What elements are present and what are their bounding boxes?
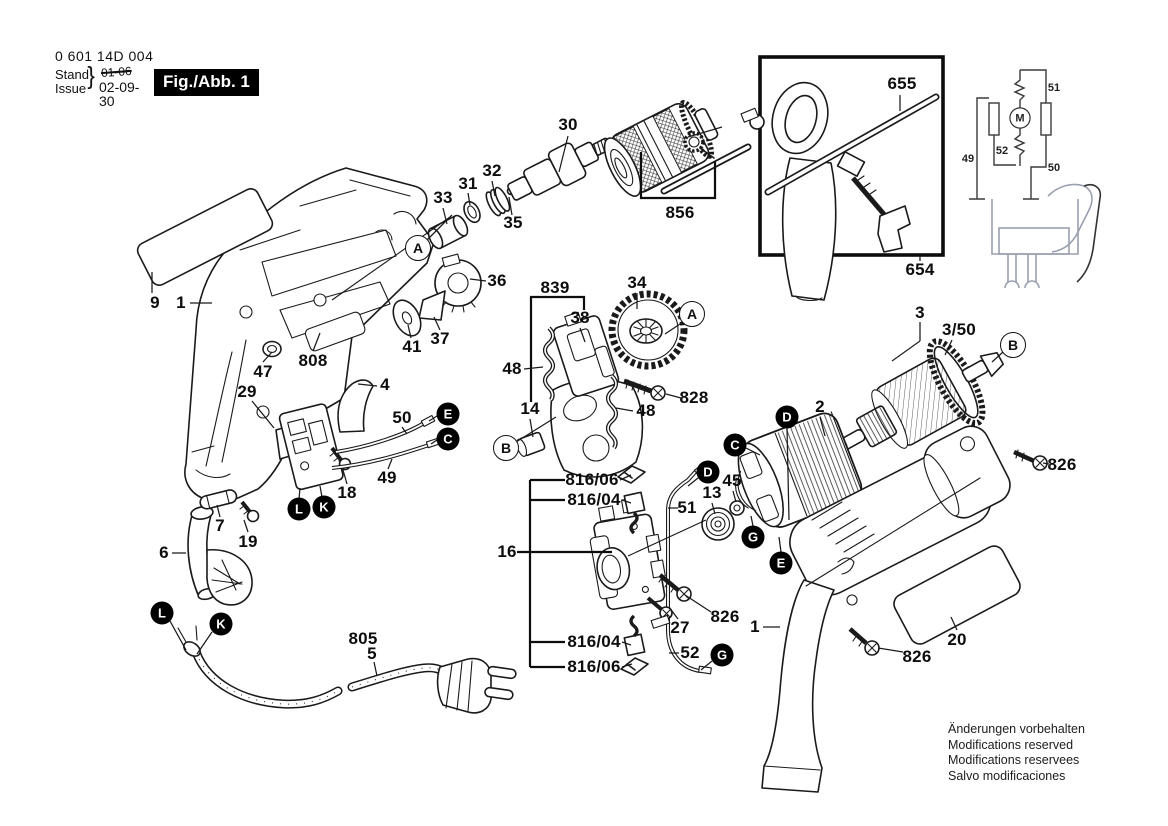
callout-16: 16	[497, 542, 517, 561]
screw-19	[240, 502, 259, 522]
callout-52: 52	[680, 643, 700, 662]
callout-30: 30	[558, 115, 578, 134]
callout-33: 33	[433, 188, 453, 207]
washer-45	[730, 501, 744, 515]
callout-51: 51	[1047, 82, 1061, 94]
callout-32: 32	[482, 161, 502, 180]
callout-50: 50	[392, 408, 412, 427]
label-plate-20	[890, 543, 1023, 648]
callout-51: 51	[677, 498, 697, 517]
callout-4: 4	[380, 375, 390, 394]
callout-49: 49	[961, 153, 975, 165]
callout-19: 19	[238, 532, 258, 551]
callout-g: G	[742, 526, 765, 549]
callout-l: L	[288, 498, 311, 521]
callout-839: 839	[540, 278, 570, 297]
issue-date: 02-09-30	[99, 79, 140, 109]
notice-line-es: Salvo modificaciones	[948, 768, 1066, 783]
callout-e: E	[437, 403, 460, 426]
callout-m: M	[1010, 108, 1031, 129]
callout-826: 826	[710, 607, 740, 626]
roller-14	[515, 432, 546, 458]
callout-18: 18	[337, 483, 357, 502]
callout-856: 856	[665, 203, 695, 222]
screw-826-top	[1014, 450, 1047, 470]
callout-31: 31	[458, 174, 478, 193]
callout-35: 35	[503, 213, 523, 232]
callout-1: 1	[750, 617, 760, 636]
modifications-notice	[948, 722, 1085, 784]
notice-line-de: Änderungen vorbehalten	[948, 722, 1085, 736]
aux-handle-assembly	[741, 57, 943, 300]
callout-45: 45	[722, 471, 742, 490]
callout-b: B	[493, 435, 519, 461]
callout-e: E	[770, 552, 793, 575]
stand-label: Stand	[55, 67, 89, 82]
brush-816-04-bottom	[624, 616, 644, 655]
brace-glyph: }	[87, 62, 95, 90]
callout-g: G	[711, 644, 734, 667]
callout-9: 9	[150, 293, 160, 312]
callout-a: A	[679, 301, 705, 327]
part-number: 0 601 14D 004	[55, 48, 154, 64]
callout-805: 805	[348, 629, 378, 648]
gear-34	[612, 294, 684, 366]
ring-47	[263, 342, 281, 357]
cord-protector-6	[188, 506, 252, 605]
callout-3-50: 3/50	[942, 320, 976, 339]
callout-k: K	[210, 613, 233, 636]
callout-654: 654	[905, 260, 935, 279]
callout-48: 48	[502, 359, 522, 378]
callout-7: 7	[215, 516, 225, 535]
callout-3: 3	[915, 303, 925, 322]
callout-41: 41	[402, 337, 422, 356]
callout-49: 49	[377, 468, 397, 487]
callout-816-04: 816/04	[567, 632, 621, 651]
wiring-schematic	[969, 70, 1100, 288]
callout-52: 52	[995, 145, 1009, 157]
power-cord-5	[178, 626, 516, 713]
bearing-13	[702, 508, 734, 540]
figure-label-box: Fig./Abb. 1	[154, 69, 259, 96]
notice-line-fr: Modifications reservees	[948, 753, 1080, 767]
callout-l: L	[151, 602, 174, 625]
callout-34: 34	[627, 273, 647, 292]
callout-816-04: 816/04	[567, 490, 621, 509]
callout-47: 47	[253, 362, 273, 381]
revision-block	[55, 62, 153, 109]
switch-block	[278, 403, 343, 490]
callout-c: C	[437, 428, 460, 451]
callout-20: 20	[947, 630, 967, 649]
callout-k: K	[313, 496, 336, 519]
old-date-struck: 01-06	[100, 63, 133, 81]
callout-828: 828	[679, 388, 709, 407]
callout-b: B	[1000, 332, 1026, 358]
callout-808: 808	[298, 351, 328, 370]
callout-a: A	[405, 235, 431, 261]
callout-816-06: 816/06	[567, 657, 621, 676]
callout-50: 50	[1047, 162, 1061, 174]
chuck	[597, 93, 726, 201]
callout-27: 27	[670, 618, 690, 637]
callout-5: 5	[367, 644, 377, 663]
callout-29: 29	[237, 382, 257, 401]
switch-16	[584, 495, 669, 611]
callout-2: 2	[815, 397, 825, 416]
callout-6: 6	[159, 543, 169, 562]
callout-38: 38	[570, 308, 590, 327]
callout-816-06: 816/06	[565, 470, 619, 489]
callout-826: 826	[902, 647, 932, 666]
plug	[438, 659, 517, 713]
callout-14: 14	[520, 399, 540, 418]
callout-c: C	[724, 434, 747, 457]
notice-line-en: Modifications reserved	[948, 737, 1074, 752]
washer-41	[388, 296, 427, 341]
callout-13: 13	[702, 483, 722, 502]
callout-655: 655	[887, 74, 917, 93]
callout-826: 826	[1047, 455, 1077, 474]
issue-label: Issue	[55, 81, 87, 96]
title-block	[55, 48, 154, 109]
callout-48: 48	[636, 401, 656, 420]
wedge-37	[419, 291, 445, 320]
callout-d: D	[697, 461, 720, 484]
screw-826-bottom	[850, 629, 879, 655]
stator-lead-wires	[668, 463, 711, 674]
callout-37: 37	[430, 329, 450, 348]
callout-1: 1	[176, 293, 186, 312]
callout-36: 36	[487, 271, 507, 290]
callout-d: D	[776, 406, 799, 429]
